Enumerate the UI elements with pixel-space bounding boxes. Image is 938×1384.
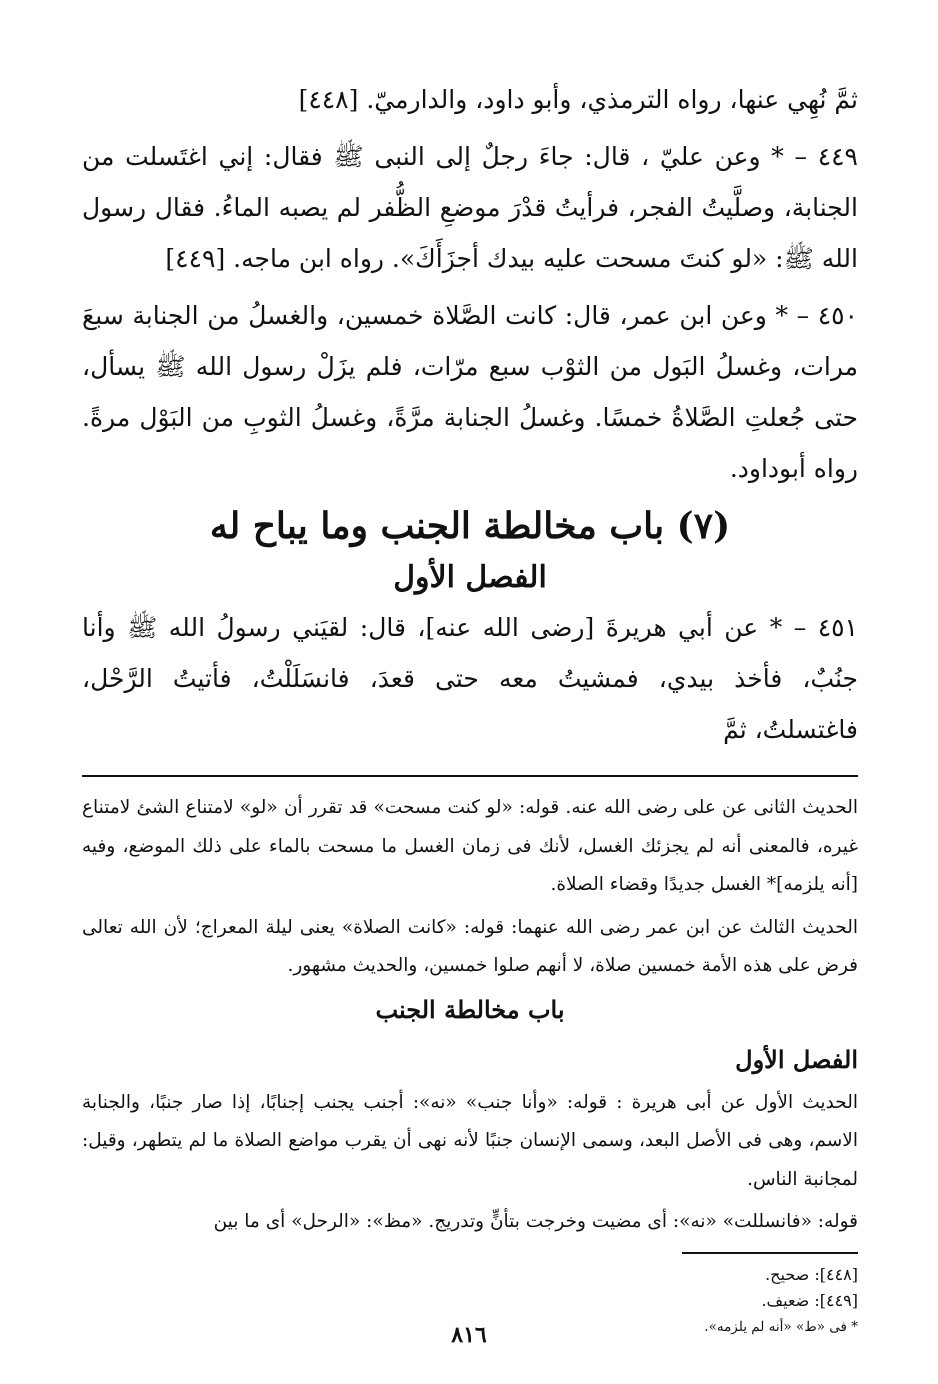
commentary-heading-bab: باب مخالطة الجنب xyxy=(375,994,565,1024)
footnote-448: [٤٤٨]: صحيح. xyxy=(765,1264,858,1284)
main-text xyxy=(82,74,858,755)
commentary xyxy=(82,789,858,1242)
hadith-449-text: ٤٤٩ – * وعن عليّ ، قال: جاءَ رجلٌ إلى النبى ﷺ فقال: إني اغتَسلت من الجنابة، وصلَّيتُ الفجر، فرأيتُ قدْرَ موضعِ الظُّفر لم يصبه الماءُ. فقال رسول الله ﷺ: «لو كنتَ مسحت عليه بيدك أجزَأَكَ». رواه ابن ماجه. xyxy=(82,142,858,273)
footnote-divider xyxy=(682,1252,858,1254)
commentary-paragraph: الحديث الثانى عن على رضى الله عنه. قوله: «لو كنت مسحت» قد تقرر أن «لو» لامتناع الشئ لامتناع غيره، فالمعنى أنه لم يجزئك الغسل، لأنك فى زمان الغسل ما مسحت بالماء على ذلك الموضع، وفيه [أنه يلزمه]* الغسل جديدًا وقضاء الصلاة. xyxy=(82,797,858,895)
reference-449: [٤٤٩] xyxy=(165,244,226,273)
reference-448: [٤٤٨] xyxy=(298,85,359,114)
hadith-450: ٤٥٠ – * وعن ابن عمر، قال: كانت الصَّلاة خمسين، والغسلُ من الجنابة سبعَ مرات، وغسلُ البَول من الثوْب سبع مرّات، فلم يزَلْ رسول الله ﷺ يسأل، حتى جُعلتِ الصَّلاةُ خمسًا. وغسلُ الجنابة مرَّةً، وغسلُ الثوبِ من البَوْل مرةً. رواه أبوداود. xyxy=(82,301,858,483)
footnote-note: * فى «ط» «أنه لم يلزمه». xyxy=(704,1318,858,1335)
hadith-448-ending xyxy=(82,74,858,125)
section-title: الفصل الأول xyxy=(393,560,547,595)
hadith-451: ٤٥١ – * عن أبي هريرةَ [رضى الله عنه]، قال: لقيَني رسولُ الله ﷺ وأنا جنُبٌ، فأخذ بيدي، فمشيتُ معه حتى قعدَ، فانسَلَلْتُ، فأتيتُ الرَّحْل، فاغتسلتُ، ثمَّ xyxy=(82,613,858,744)
hadith-448-text: ثمَّ نُهِي عنها، رواه الترمذي، وأبو داود، والدارميّ. xyxy=(366,85,858,114)
commentary-paragraph: قوله: «فانسللت» «نه»: أى مضيت وخرجت بتأنٍّ وتدريج. «مظ»: «الرحل» أى ما بين xyxy=(213,1211,858,1232)
commentary-paragraph: الحديث الأول عن أبى هريرة : قوله: «وأنا جنب» «نه»: أجنب يجنب إجنابًا، إذا صار جنبًا، والجنابة الاسم، وهى فى الأصل البعد، وسمى الإنسان جنبًا لأنه نهى أن يقرب مواضع الصلاة ما لم يتطهر، وقيل: لمجانبة الناس. xyxy=(82,1091,858,1190)
footnote-449: [٤٤٩]: ضعيف. xyxy=(761,1290,858,1310)
chapter-title: (٧) باب مخالطة الجنب وما يباح له xyxy=(209,505,731,547)
commentary-heading-fasl: الفصل الأول xyxy=(735,1044,858,1074)
page-number: ٨١٦ xyxy=(451,1322,487,1348)
hadith-449 xyxy=(82,131,858,284)
commentary-divider xyxy=(82,775,858,777)
commentary-paragraph: الحديث الثالث عن ابن عمر رضى الله عنهما: قوله: «كانت الصلاة» يعنى ليلة المعراج؛ لأن الله تعالى فرض على هذه الأمة خمسين صلاة، لا أنهم صلوا خمسين، والحديث مشهور. xyxy=(82,916,858,976)
